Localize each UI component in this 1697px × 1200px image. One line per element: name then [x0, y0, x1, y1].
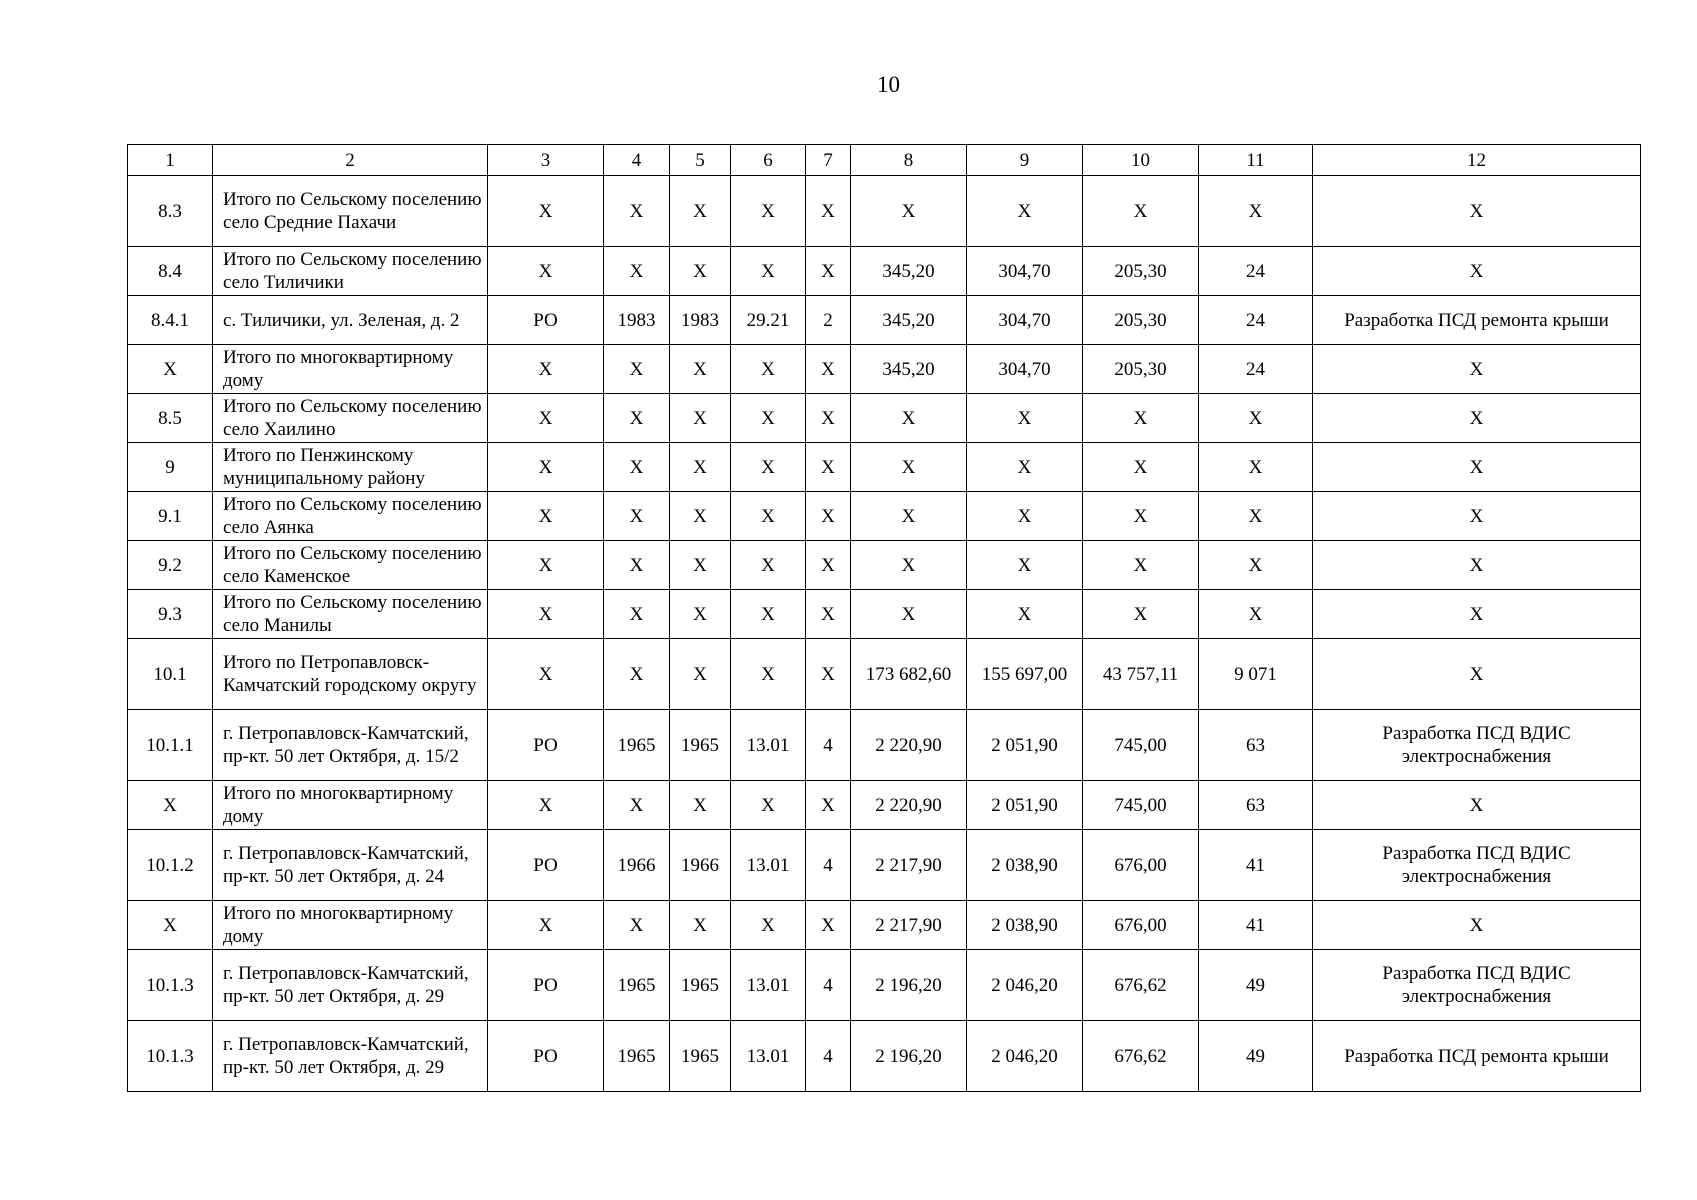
cell: 1965 [604, 710, 670, 781]
cell: Х [1199, 590, 1313, 639]
cell: Х [851, 176, 967, 247]
table-row [128, 296, 1641, 345]
cell: 676,00 [1083, 901, 1199, 950]
cell-work: Разработка ПСД ВДИС электроснабжения [1313, 710, 1641, 781]
cell-name: Итого по Сельскому поселению село Тиличики [213, 247, 488, 296]
cell: 49 [1199, 1021, 1313, 1092]
column-header: 4 [604, 145, 670, 176]
cell: 205,30 [1083, 247, 1199, 296]
cell: 63 [1199, 710, 1313, 781]
cell-work: Х [1313, 345, 1641, 394]
cell-work: Разработка ПСД ремонта крыши [1313, 1021, 1641, 1092]
cell: Х [731, 394, 806, 443]
cell: Х [967, 492, 1083, 541]
cell: Х [851, 394, 967, 443]
cell: Х [604, 345, 670, 394]
table-row [128, 345, 1641, 394]
cell-work: Х [1313, 639, 1641, 710]
cell-name: г. Петропавловск-Камчатский, пр-кт. 50 лет Октября, д. 29 [213, 950, 488, 1021]
cell: РО [488, 710, 604, 781]
column-header: 12 [1313, 145, 1641, 176]
cell: Х [731, 590, 806, 639]
table-row [128, 176, 1641, 247]
cell: 2 [806, 296, 851, 345]
cell: РО [488, 296, 604, 345]
cell: Х [851, 590, 967, 639]
column-header: 10 [1083, 145, 1199, 176]
page-number: 10 [877, 72, 900, 97]
cell: РО [488, 950, 604, 1021]
cell: 13.01 [731, 950, 806, 1021]
column-header: 8 [851, 145, 967, 176]
cell-number: 9.1 [128, 492, 213, 541]
cell: Х [731, 639, 806, 710]
cell: Х [670, 901, 731, 950]
cell-name: Итого по Сельскому поселению село Аянка [213, 492, 488, 541]
cell-number: 10.1.1 [128, 710, 213, 781]
cell: 1966 [604, 830, 670, 901]
cell: Х [806, 781, 851, 830]
cell-number: Х [128, 901, 213, 950]
cell: 24 [1199, 247, 1313, 296]
cell: Х [731, 781, 806, 830]
cell: 173 682,60 [851, 639, 967, 710]
cell: Х [967, 443, 1083, 492]
cell-work: Разработка ПСД ВДИС электроснабжения [1313, 830, 1641, 901]
cell: 41 [1199, 901, 1313, 950]
cell: 2 196,20 [851, 950, 967, 1021]
cell: 676,62 [1083, 1021, 1199, 1092]
cell: Х [731, 345, 806, 394]
cell: 205,30 [1083, 296, 1199, 345]
cell-name: Итого по Сельскому поселению село Каменское [213, 541, 488, 590]
cell-number: 10.1.3 [128, 1021, 213, 1092]
cell: Х [488, 443, 604, 492]
cell: 2 220,90 [851, 781, 967, 830]
cell-name: г. Петропавловск-Камчатский, пр-кт. 50 лет Октября, д. 24 [213, 830, 488, 901]
cell: 13.01 [731, 830, 806, 901]
cell: Х [670, 443, 731, 492]
cell-number: 10.1.3 [128, 950, 213, 1021]
cell: Х [967, 176, 1083, 247]
cell-number: 9.2 [128, 541, 213, 590]
cell-name: г. Петропавловск-Камчатский, пр-кт. 50 лет Октября, д. 29 [213, 1021, 488, 1092]
cell: Х [604, 541, 670, 590]
cell-name: Итого по многоквартирному дому [213, 345, 488, 394]
table-row [128, 492, 1641, 541]
cell: Х [806, 590, 851, 639]
cell: 1965 [670, 710, 731, 781]
cell-work: Х [1313, 492, 1641, 541]
cell: Х [806, 541, 851, 590]
cell: 4 [806, 950, 851, 1021]
cell: Х [488, 247, 604, 296]
cell: Х [731, 443, 806, 492]
table-row [128, 443, 1641, 492]
cell: 676,62 [1083, 950, 1199, 1021]
cell: 1965 [670, 950, 731, 1021]
cell-name: Итого по Сельскому поселению село Хаилино [213, 394, 488, 443]
cell: Х [488, 394, 604, 443]
cell-work: Разработка ПСД ремонта крыши [1313, 296, 1641, 345]
table-row [128, 781, 1641, 830]
cell: Х [1199, 541, 1313, 590]
cell-work: Х [1313, 176, 1641, 247]
cell: Х [806, 247, 851, 296]
cell: 2 220,90 [851, 710, 967, 781]
cell: Х [670, 394, 731, 443]
cell: Х [806, 901, 851, 950]
cell-number: Х [128, 345, 213, 394]
cell: Х [670, 176, 731, 247]
cell-work: Х [1313, 590, 1641, 639]
table-row [128, 950, 1641, 1021]
cell: Х [1083, 394, 1199, 443]
cell: Х [1083, 492, 1199, 541]
cell: 155 697,00 [967, 639, 1083, 710]
cell-work: Х [1313, 901, 1641, 950]
cell: 1966 [670, 830, 731, 901]
cell: Х [488, 781, 604, 830]
cell-work: Х [1313, 781, 1641, 830]
cell-number: 8.4 [128, 247, 213, 296]
cell: 345,20 [851, 345, 967, 394]
cell: 2 038,90 [967, 830, 1083, 901]
column-header: 9 [967, 145, 1083, 176]
cell-number: Х [128, 781, 213, 830]
cell: Х [731, 541, 806, 590]
cell-work: Х [1313, 541, 1641, 590]
cell-work: Х [1313, 247, 1641, 296]
cell-name: г. Петропавловск-Камчатский, пр-кт. 50 лет Октября, д. 15/2 [213, 710, 488, 781]
cell: Х [604, 176, 670, 247]
cell: Х [1083, 443, 1199, 492]
cell-name: Итого по Петропавловск-Камчатский городскому округу [213, 639, 488, 710]
column-header: 3 [488, 145, 604, 176]
cell: Х [851, 443, 967, 492]
cell-work: Х [1313, 394, 1641, 443]
cell: Х [1199, 394, 1313, 443]
cell-number: 8.3 [128, 176, 213, 247]
cell: 745,00 [1083, 710, 1199, 781]
cell: 1965 [604, 950, 670, 1021]
cell: 2 046,20 [967, 1021, 1083, 1092]
cell: 49 [1199, 950, 1313, 1021]
cell: Х [604, 590, 670, 639]
cell: 345,20 [851, 296, 967, 345]
column-header: 6 [731, 145, 806, 176]
cell-work: Х [1313, 443, 1641, 492]
table-row [128, 710, 1641, 781]
cell: 24 [1199, 296, 1313, 345]
cell: Х [851, 541, 967, 590]
cell: 2 196,20 [851, 1021, 967, 1092]
cell: Х [1083, 541, 1199, 590]
cell-name: Итого по Сельскому поселению село Средние Пахачи [213, 176, 488, 247]
cell-number: 10.1.2 [128, 830, 213, 901]
cell: Х [731, 901, 806, 950]
cell: Х [604, 394, 670, 443]
cell: Х [806, 639, 851, 710]
cell: Х [488, 901, 604, 950]
cell: 13.01 [731, 1021, 806, 1092]
cell: 4 [806, 830, 851, 901]
cell: Х [604, 781, 670, 830]
cell: Х [488, 176, 604, 247]
cell: Х [670, 492, 731, 541]
cell-name: Итого по многоквартирному дому [213, 781, 488, 830]
cell: 43 757,11 [1083, 639, 1199, 710]
cell: Х [1083, 590, 1199, 639]
cell: Х [488, 492, 604, 541]
cell: 2 046,20 [967, 950, 1083, 1021]
cell: 24 [1199, 345, 1313, 394]
cell-number: 8.4.1 [128, 296, 213, 345]
cell: 676,00 [1083, 830, 1199, 901]
cell: 4 [806, 710, 851, 781]
column-header: 7 [806, 145, 851, 176]
cell: Х [488, 639, 604, 710]
cell: Х [604, 901, 670, 950]
cell: 2 038,90 [967, 901, 1083, 950]
cell: 745,00 [1083, 781, 1199, 830]
cell-number: 9 [128, 443, 213, 492]
cell: Х [851, 492, 967, 541]
cell: 13.01 [731, 710, 806, 781]
cell: 2 051,90 [967, 710, 1083, 781]
cell: 304,70 [967, 345, 1083, 394]
cell: 1965 [670, 1021, 731, 1092]
table-row [128, 901, 1641, 950]
cell: Х [806, 394, 851, 443]
cell: Х [670, 590, 731, 639]
cell: Х [731, 247, 806, 296]
table-row [128, 1021, 1641, 1092]
column-header: 5 [670, 145, 731, 176]
cell: 63 [1199, 781, 1313, 830]
cell: Х [604, 492, 670, 541]
cell-number: 10.1 [128, 639, 213, 710]
cell-number: 8.5 [128, 394, 213, 443]
cell: Х [806, 176, 851, 247]
cell: 2 217,90 [851, 830, 967, 901]
column-header: 11 [1199, 145, 1313, 176]
cell: 345,20 [851, 247, 967, 296]
header-row [128, 145, 1641, 176]
cell: Х [488, 541, 604, 590]
cell-name: Итого по Сельскому поселению село Манилы [213, 590, 488, 639]
cell-number: 9.3 [128, 590, 213, 639]
table-row [128, 541, 1641, 590]
cell: Х [670, 541, 731, 590]
table-row [128, 590, 1641, 639]
cell: Х [731, 176, 806, 247]
cell: Х [731, 492, 806, 541]
data-table [127, 144, 1641, 1092]
cell: Х [670, 639, 731, 710]
cell: 1983 [604, 296, 670, 345]
cell: 2 217,90 [851, 901, 967, 950]
cell: Х [1199, 443, 1313, 492]
cell: Х [670, 247, 731, 296]
cell-name: Итого по Пенжинскому муниципальному району [213, 443, 488, 492]
cell: 4 [806, 1021, 851, 1092]
cell: 304,70 [967, 296, 1083, 345]
cell: 41 [1199, 830, 1313, 901]
cell-work: Разработка ПСД ВДИС электроснабжения [1313, 950, 1641, 1021]
cell: Х [670, 781, 731, 830]
cell: РО [488, 1021, 604, 1092]
cell: Х [967, 394, 1083, 443]
cell: Х [806, 443, 851, 492]
cell: 29.21 [731, 296, 806, 345]
table-row [128, 394, 1641, 443]
cell: Х [1199, 176, 1313, 247]
cell: 1965 [604, 1021, 670, 1092]
table-row [128, 639, 1641, 710]
cell-name: Итого по многоквартирному дому [213, 901, 488, 950]
cell: 2 051,90 [967, 781, 1083, 830]
cell: Х [967, 590, 1083, 639]
column-header: 1 [128, 145, 213, 176]
cell: Х [488, 345, 604, 394]
table-row [128, 830, 1641, 901]
cell: Х [806, 492, 851, 541]
cell: 304,70 [967, 247, 1083, 296]
cell: Х [806, 345, 851, 394]
cell: Х [604, 247, 670, 296]
cell: Х [670, 345, 731, 394]
column-header: 2 [213, 145, 488, 176]
cell: Х [488, 590, 604, 639]
cell: 205,30 [1083, 345, 1199, 394]
cell-name: с. Тиличики, ул. Зеленая, д. 2 [213, 296, 488, 345]
cell: Х [967, 541, 1083, 590]
cell: Х [1199, 492, 1313, 541]
cell: 9 071 [1199, 639, 1313, 710]
cell: Х [1083, 176, 1199, 247]
table-row [128, 247, 1641, 296]
cell: РО [488, 830, 604, 901]
cell: Х [604, 443, 670, 492]
cell: 1983 [670, 296, 731, 345]
cell: Х [604, 639, 670, 710]
